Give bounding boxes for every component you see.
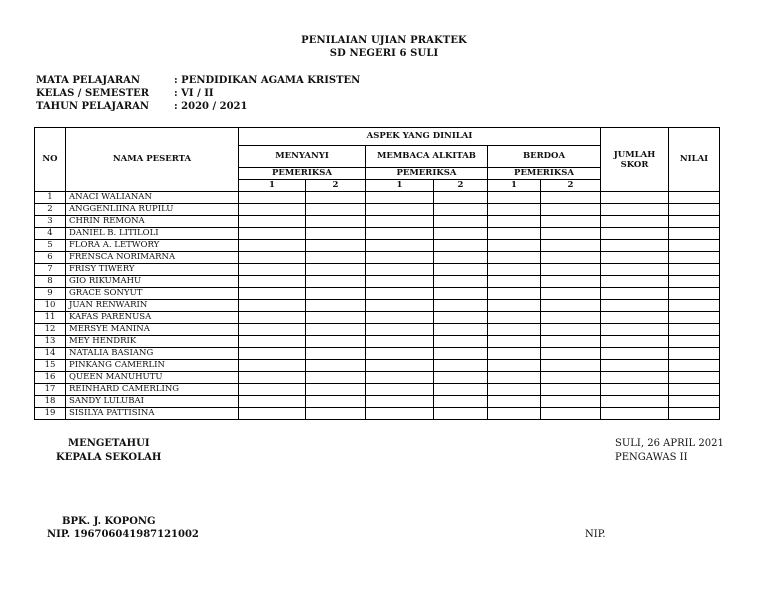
header-berdoa: BERDOA — [488, 146, 601, 168]
score-cell — [306, 204, 366, 216]
score-cell — [434, 240, 488, 252]
score-cell — [434, 264, 488, 276]
score-cell — [669, 384, 720, 396]
score-cell — [306, 192, 366, 204]
score-cell — [601, 408, 669, 420]
participant-name: GRACE SONYUT — [66, 288, 239, 300]
table-row — [35, 216, 720, 228]
score-cell — [669, 360, 720, 372]
score-cell — [366, 300, 434, 312]
score-cell — [306, 276, 366, 288]
score-cell — [306, 360, 366, 372]
score-cell — [434, 408, 488, 420]
score-cell — [601, 312, 669, 324]
table-row — [35, 204, 720, 216]
score-cell — [601, 348, 669, 360]
row-number: 19 — [35, 408, 66, 420]
score-cell — [366, 192, 434, 204]
participant-name: MEY HENDRIK — [66, 336, 239, 348]
score-cell — [488, 204, 541, 216]
score-cell — [366, 276, 434, 288]
score-cell — [366, 348, 434, 360]
score-cell — [669, 336, 720, 348]
score-cell — [366, 216, 434, 228]
header-sub-1: 1 — [488, 180, 541, 192]
table-row — [35, 192, 720, 204]
score-cell — [366, 336, 434, 348]
score-cell — [488, 348, 541, 360]
row-number: 2 — [35, 204, 66, 216]
table-row — [35, 288, 720, 300]
score-cell — [434, 336, 488, 348]
table-row — [35, 252, 720, 264]
table-row — [35, 324, 720, 336]
row-number: 1 — [35, 192, 66, 204]
score-cell — [434, 216, 488, 228]
score-cell — [541, 192, 601, 204]
score-cell — [488, 324, 541, 336]
score-cell — [488, 408, 541, 420]
score-cell — [541, 324, 601, 336]
score-cell — [488, 384, 541, 396]
score-cell — [239, 228, 306, 240]
score-cell — [306, 240, 366, 252]
score-cell — [541, 288, 601, 300]
score-cell — [239, 348, 306, 360]
row-number: 5 — [35, 240, 66, 252]
score-cell — [306, 324, 366, 336]
score-cell — [239, 360, 306, 372]
score-cell — [601, 240, 669, 252]
score-cell — [306, 408, 366, 420]
participant-name: FRENSCA NORIMARNA — [66, 252, 239, 264]
score-cell — [488, 264, 541, 276]
meta-label: TAHUN PELAJARAN — [36, 101, 150, 112]
participant-name: ANGGENLIINA RUPILU — [66, 204, 239, 216]
participant-name: DANIEL B. LITILOLI — [66, 228, 239, 240]
score-cell — [488, 216, 541, 228]
school-name: SD NEGERI 6 SULI — [329, 48, 439, 59]
score-cell — [434, 192, 488, 204]
meta-value: : PENDIDIKAN AGAMA KRISTEN — [174, 75, 361, 86]
score-cell — [601, 360, 669, 372]
score-cell — [434, 252, 488, 264]
score-cell — [366, 228, 434, 240]
score-cell — [541, 336, 601, 348]
score-cell — [669, 264, 720, 276]
table-row — [35, 228, 720, 240]
score-cell — [669, 396, 720, 408]
score-cell — [434, 348, 488, 360]
row-number: 17 — [35, 384, 66, 396]
score-cell — [601, 336, 669, 348]
score-cell — [541, 204, 601, 216]
score-cell — [541, 300, 601, 312]
score-cell — [366, 360, 434, 372]
score-cell — [366, 384, 434, 396]
score-cell — [669, 240, 720, 252]
header-pemeriksa: PEMERIKSA — [239, 168, 366, 180]
score-cell — [669, 216, 720, 228]
score-cell — [434, 324, 488, 336]
score-cell — [306, 312, 366, 324]
row-number: 11 — [35, 312, 66, 324]
score-cell — [601, 228, 669, 240]
score-cell — [488, 240, 541, 252]
table-row — [35, 408, 720, 420]
table-row — [35, 348, 720, 360]
table-row — [35, 312, 720, 324]
score-cell — [669, 348, 720, 360]
score-cell — [434, 360, 488, 372]
score-cell — [434, 396, 488, 408]
pengawas-nip: NIP. — [585, 529, 606, 540]
mengetahui-label: MENGETAHUI — [68, 438, 150, 449]
header-jumlah-skor: JUMLAH SKOR — [601, 128, 669, 192]
score-cell — [669, 204, 720, 216]
score-cell — [601, 264, 669, 276]
pengawas-label: PENGAWAS II — [615, 452, 688, 463]
participant-name: ANACI WALIANAN — [66, 192, 239, 204]
score-cell — [306, 348, 366, 360]
score-cell — [541, 408, 601, 420]
table-row — [35, 372, 720, 384]
table-row — [35, 300, 720, 312]
table-row — [35, 384, 720, 396]
score-cell — [306, 216, 366, 228]
participant-name: FRISY TIWERY — [66, 264, 239, 276]
kepala-sekolah-label: KEPALA SEKOLAH — [56, 452, 162, 463]
score-cell — [366, 408, 434, 420]
score-cell — [239, 288, 306, 300]
score-cell — [488, 300, 541, 312]
score-cell — [541, 264, 601, 276]
score-cell — [669, 252, 720, 264]
score-cell — [239, 384, 306, 396]
participant-name: SANDY LULUBAI — [66, 396, 239, 408]
score-cell — [239, 324, 306, 336]
meta-value: : VI / II — [174, 88, 214, 99]
row-number: 14 — [35, 348, 66, 360]
row-number: 18 — [35, 396, 66, 408]
score-cell — [541, 360, 601, 372]
participant-name: GIO RIKUMAHU — [66, 276, 239, 288]
score-cell — [541, 396, 601, 408]
score-cell — [669, 312, 720, 324]
row-number: 9 — [35, 288, 66, 300]
score-cell — [434, 276, 488, 288]
score-cell — [669, 372, 720, 384]
score-cell — [601, 216, 669, 228]
score-cell — [366, 324, 434, 336]
score-cell — [601, 252, 669, 264]
header-pemeriksa: PEMERIKSA — [488, 168, 601, 180]
score-cell — [366, 252, 434, 264]
header-sub-1: 1 — [239, 180, 306, 192]
score-cell — [434, 288, 488, 300]
header-membaca-alkitab: MEMBACA ALKITAB — [366, 146, 488, 168]
score-cell — [541, 252, 601, 264]
header-no: NO — [35, 128, 66, 192]
participant-name: CHRIN REMONA — [66, 216, 239, 228]
score-cell — [669, 408, 720, 420]
score-cell — [239, 336, 306, 348]
header-sub-1: 1 — [366, 180, 434, 192]
meta-label: MATA PELAJARAN — [36, 75, 141, 86]
score-cell — [488, 228, 541, 240]
score-cell — [306, 264, 366, 276]
score-cell — [239, 372, 306, 384]
score-cell — [669, 192, 720, 204]
row-number: 16 — [35, 372, 66, 384]
score-cell — [669, 300, 720, 312]
row-number: 10 — [35, 300, 66, 312]
table-row — [35, 336, 720, 348]
score-cell — [601, 204, 669, 216]
table-row — [35, 396, 720, 408]
score-cell — [541, 384, 601, 396]
score-cell — [239, 276, 306, 288]
score-cell — [306, 228, 366, 240]
score-cell — [306, 384, 366, 396]
table-row — [35, 360, 720, 372]
score-cell — [601, 324, 669, 336]
score-cell — [601, 372, 669, 384]
participant-name: NATALIA BASIANG — [66, 348, 239, 360]
score-cell — [239, 216, 306, 228]
score-cell — [541, 276, 601, 288]
score-cell — [488, 192, 541, 204]
header-pemeriksa: PEMERIKSA — [366, 168, 488, 180]
score-cell — [488, 276, 541, 288]
score-cell — [366, 372, 434, 384]
score-cell — [239, 264, 306, 276]
score-cell — [601, 276, 669, 288]
principal-nip: NIP. 196706041987121002 — [47, 529, 199, 540]
score-cell — [541, 348, 601, 360]
score-cell — [434, 372, 488, 384]
principal-name: BPK. J. KOPONG — [62, 516, 156, 527]
score-cell — [669, 228, 720, 240]
score-cell — [366, 264, 434, 276]
score-cell — [601, 384, 669, 396]
score-cell — [601, 300, 669, 312]
score-cell — [434, 384, 488, 396]
score-cell — [434, 204, 488, 216]
header-sub-2: 2 — [541, 180, 601, 192]
meta-value: : 2020 / 2021 — [174, 101, 248, 112]
participant-name: JUAN RENWARIN — [66, 300, 239, 312]
row-number: 8 — [35, 276, 66, 288]
place-date: SULI, 26 APRIL 2021 — [615, 438, 724, 449]
score-cell — [488, 288, 541, 300]
score-cell — [541, 228, 601, 240]
score-cell — [306, 336, 366, 348]
row-number: 12 — [35, 324, 66, 336]
participant-name: MERSYE MANINA — [66, 324, 239, 336]
score-cell — [239, 396, 306, 408]
document-title: PENILAIAN UJIAN PRAKTEK — [301, 35, 467, 46]
row-number: 7 — [35, 264, 66, 276]
score-cell — [434, 300, 488, 312]
score-cell — [239, 252, 306, 264]
participant-name: SISILYA PATTISINA — [66, 408, 239, 420]
score-cell — [601, 288, 669, 300]
score-cell — [434, 312, 488, 324]
score-cell — [306, 372, 366, 384]
score-cell — [434, 228, 488, 240]
row-number: 4 — [35, 228, 66, 240]
score-cell — [239, 240, 306, 252]
row-number: 13 — [35, 336, 66, 348]
score-cell — [239, 312, 306, 324]
score-cell — [601, 396, 669, 408]
score-cell — [306, 252, 366, 264]
score-cell — [488, 312, 541, 324]
meta-label: KELAS / SEMESTER — [36, 88, 150, 99]
table-row — [35, 240, 720, 252]
score-cell — [488, 252, 541, 264]
row-number: 3 — [35, 216, 66, 228]
table-row — [35, 264, 720, 276]
header-nilai: NILAI — [669, 128, 720, 192]
score-cell — [488, 360, 541, 372]
score-cell — [669, 324, 720, 336]
row-number: 6 — [35, 252, 66, 264]
score-cell — [541, 240, 601, 252]
score-cell — [488, 372, 541, 384]
header-sub-2: 2 — [434, 180, 488, 192]
score-cell — [366, 204, 434, 216]
score-cell — [366, 240, 434, 252]
score-cell — [541, 372, 601, 384]
score-cell — [541, 312, 601, 324]
score-cell — [488, 336, 541, 348]
score-cell — [306, 396, 366, 408]
participant-name: FLORA A. LETWORY — [66, 240, 239, 252]
row-number: 15 — [35, 360, 66, 372]
score-cell — [366, 396, 434, 408]
score-cell — [239, 408, 306, 420]
score-cell — [306, 288, 366, 300]
score-cell — [239, 192, 306, 204]
participant-name: QUEEN MANUHUTU — [66, 372, 239, 384]
header-menyanyi: MENYANYI — [239, 146, 366, 168]
score-cell — [541, 216, 601, 228]
header-sub-2: 2 — [306, 180, 366, 192]
header-name: NAMA PESERTA — [66, 128, 239, 192]
score-cell — [669, 288, 720, 300]
score-cell — [366, 288, 434, 300]
score-cell — [239, 300, 306, 312]
score-cell — [366, 312, 434, 324]
participant-name: PINKANG CAMERLIN — [66, 360, 239, 372]
assessment-table — [34, 127, 720, 420]
score-cell — [306, 300, 366, 312]
table-row — [35, 276, 720, 288]
score-cell — [601, 192, 669, 204]
score-cell — [669, 276, 720, 288]
participant-name: REINHARD CAMERLING — [66, 384, 239, 396]
score-cell — [239, 204, 306, 216]
score-cell — [488, 396, 541, 408]
header-aspek: ASPEK YANG DINILAI — [239, 128, 601, 146]
participant-name: KAFAS PARENUSA — [66, 312, 239, 324]
